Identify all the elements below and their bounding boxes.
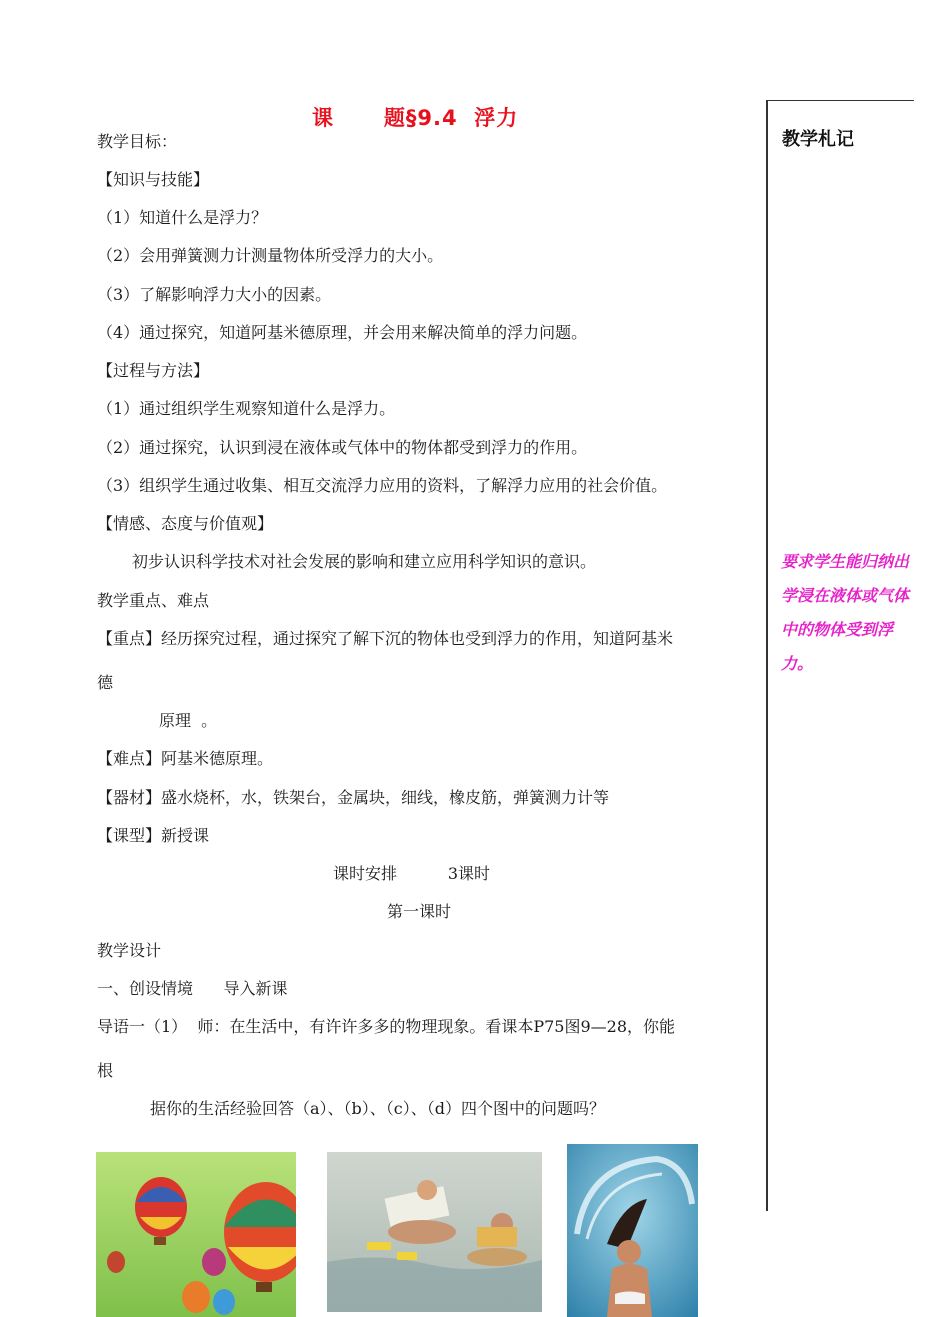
- schedule-line: 课时安排 3课时: [333, 864, 491, 883]
- knowledge-item-2: （2）会用弹簧测力计测量物体所受浮力的大小。: [97, 246, 444, 265]
- intro-line-2: 根: [97, 1061, 114, 1080]
- focus-line-3: 原理 。: [159, 711, 218, 730]
- process-item-2: （2）通过探究，认识到浸在液体或气体中的物体都受到浮力的作用。: [97, 438, 588, 457]
- knowledge-item-1: （1）知道什么是浮力？: [97, 208, 268, 227]
- first-period-line: 第一课时: [387, 902, 452, 921]
- knowledge-item-4: （4）通过探究，知道阿基米德原理，并会用来解决简单的浮力问题。: [97, 323, 588, 342]
- knowledge-header: 【知识与技能】: [97, 170, 210, 189]
- process-item-3: （3）组织学生通过收集、相互交流浮力应用的资料，了解浮力应用的社会价值。: [97, 476, 668, 495]
- lesson-type-line: 【课型】新授课: [97, 826, 210, 845]
- floating-reader-image: [327, 1152, 542, 1312]
- emotion-item: 初步认识科学技术对社会发展的影响和建立应用科学知识的意识。: [132, 552, 597, 571]
- notes-heading: 教学札记: [782, 129, 854, 150]
- design-heading: 教学设计: [97, 941, 162, 960]
- knowledge-item-3: （3）了解影响浮力大小的因素。: [97, 285, 332, 304]
- section-1-heading: 一、创设情境 导入新课: [97, 979, 288, 998]
- notes-remark: 要求学生能归纳出学浸在液体或气体中的物体受到浮力。: [781, 552, 910, 673]
- objectives-heading: 教学目标：: [97, 132, 178, 151]
- emotion-header: 【情感、态度与价值观】: [97, 514, 274, 533]
- process-header: 【过程与方法】: [97, 361, 210, 380]
- focus-line-2: 德: [97, 673, 114, 692]
- focus-line-1: 【重点】经历探究过程，通过探究了解下沉的物体也受到浮力的作用，知道阿基米: [97, 629, 674, 648]
- intro-line-3: 据你的生活经验回答（a）、（b）、（c）、（d）四个图中的问题吗？: [150, 1099, 605, 1118]
- lesson-title: 课 题§9.4 浮力: [312, 106, 519, 130]
- difficulty-line: 【难点】阿基米德原理。: [97, 749, 274, 768]
- equipment-line: 【器材】盛水烧杯，水，铁架台，金属块，细线，橡皮筋，弹簧测力计等: [97, 788, 610, 807]
- hot-air-balloons-image: [96, 1152, 296, 1317]
- intro-line-1: 导语一（1） 师：在生活中，有许许多多的物理现象。看课本P75图9—28，你能: [97, 1017, 676, 1036]
- key-points-heading: 教学重点、难点: [97, 591, 210, 610]
- water-splash-image: [567, 1144, 698, 1317]
- process-item-1: （1）通过组织学生观察知道什么是浮力。: [97, 399, 396, 418]
